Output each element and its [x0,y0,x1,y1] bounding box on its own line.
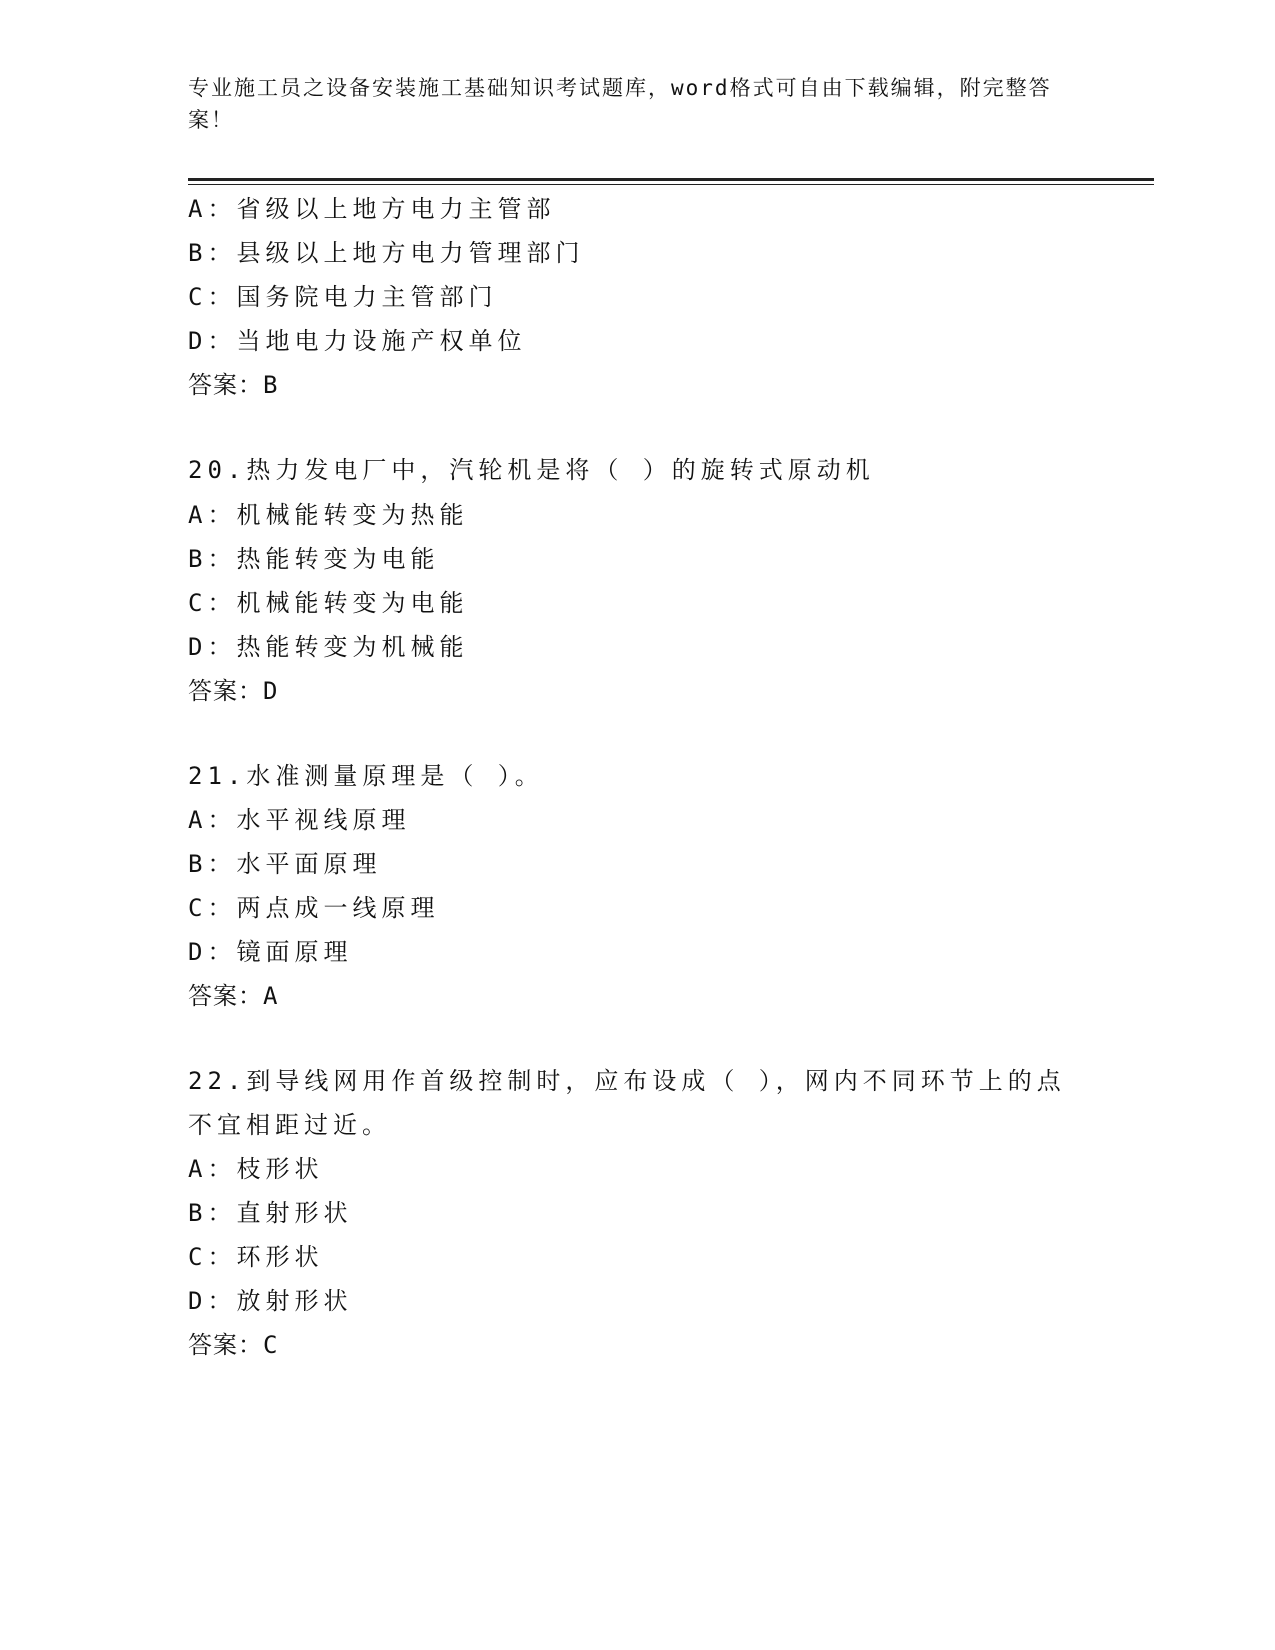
q21-option-b: B：水平面原理 [188,850,382,878]
header-divider-thick [188,178,1154,181]
q20-question: 20.热力发电厂中，汽轮机是将（ ）的旋转式原动机 [188,456,875,484]
q20-answer: 答案：D [188,677,279,705]
q20-option-c: C：机械能转变为电能 [188,589,469,617]
q21-option-a: A：水平视线原理 [188,806,411,834]
q19-option-a: A：省级以上地方电力主管部 [188,195,556,223]
q22-option-d: D：放射形状 [188,1287,353,1315]
q19-answer: 答案：B [188,371,279,399]
header-divider-thin [188,184,1154,185]
q22-option-a: A：枝形状 [188,1155,324,1183]
q20-option-a: A：机械能转变为热能 [188,501,469,529]
q22-question-line2: 不宜相距过近。 [188,1111,391,1139]
q20-option-b: B：热能转变为电能 [188,545,440,573]
q21-answer: 答案：A [188,982,279,1010]
q21-option-c: C：两点成一线原理 [188,894,440,922]
q19-option-b: B：县级以上地方电力管理部门 [188,239,585,267]
q22-option-b: B：直射形状 [188,1199,353,1227]
q19-option-d: D：当地电力设施产权单位 [188,327,527,355]
q22-answer: 答案：C [188,1331,279,1359]
document-header: 专业施工员之设备安装施工基础知识考试题库，word格式可自由下载编辑，附完整答案！ [188,76,1052,132]
q21-question: 21.水准测量原理是（ ）。 [188,762,544,790]
q22-question-line1: 22.到导线网用作首级控制时，应布设成（ ），网内不同环节上的点 [188,1067,1066,1095]
q22-option-c: C：环形状 [188,1243,324,1271]
q19-option-c: C：国务院电力主管部门 [188,283,498,311]
q21-option-d: D：镜面原理 [188,938,353,966]
q20-option-d: D：热能转变为机械能 [188,633,469,661]
